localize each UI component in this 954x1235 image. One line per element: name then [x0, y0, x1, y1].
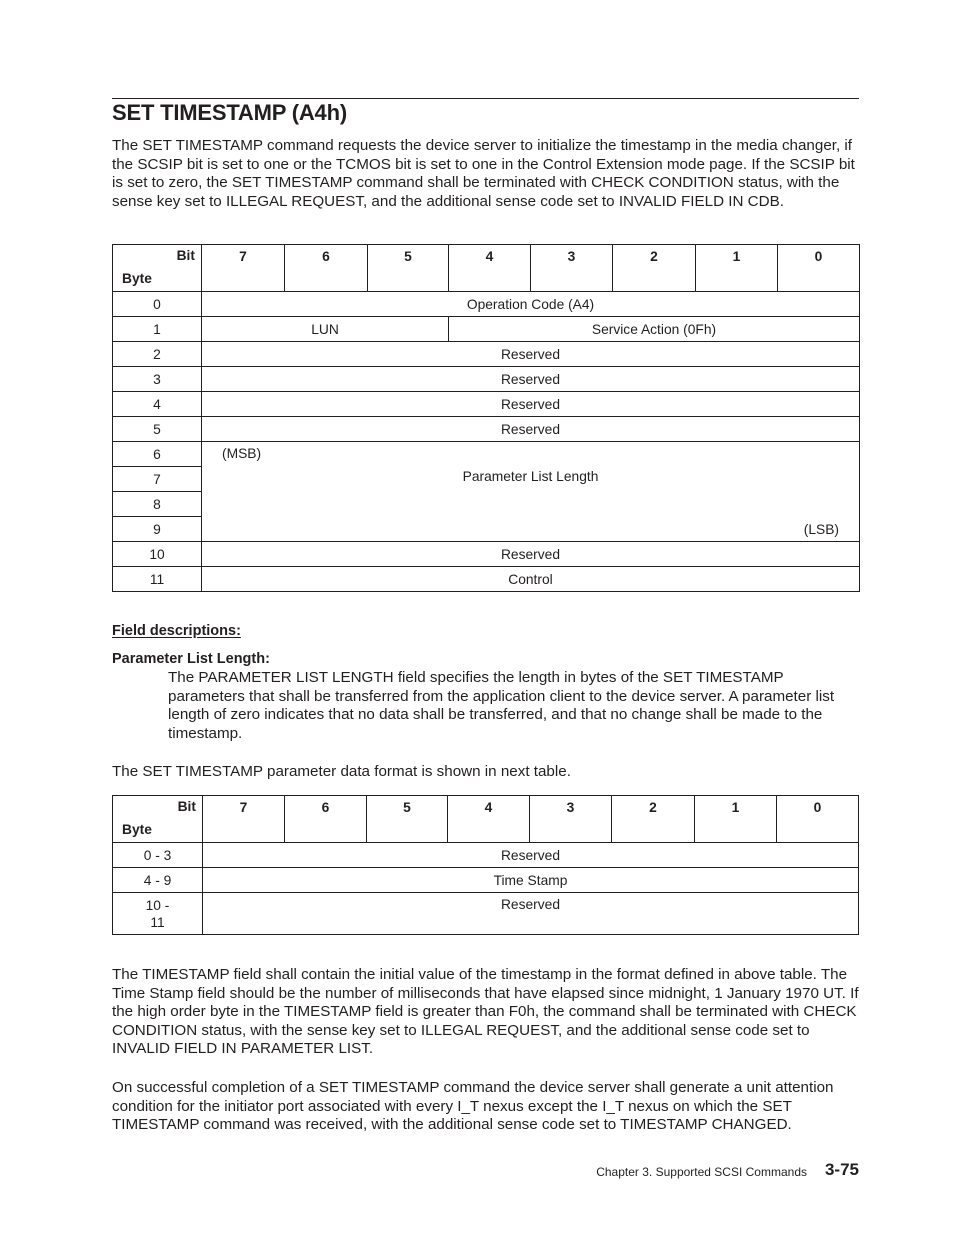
byte-cell: 5 [113, 417, 202, 442]
byte-cell: 3 [113, 367, 202, 392]
byte-cell: 7 [113, 467, 202, 492]
byte-cell: 6 [113, 442, 202, 467]
service-action-cell: Service Action (0Fh) [449, 317, 860, 342]
heading-rule [112, 98, 859, 99]
bit-header: 5 [368, 245, 449, 292]
byte-cell-line: 11 [150, 915, 165, 930]
table-row [113, 317, 860, 342]
table-row [113, 342, 860, 367]
completion-paragraph: On successful completion of a SET TIMESTAMP command the device server shall generate a unit attention condition for the initiator port associated with every I_T nexus except the I_T nexus on which the SET TIMESTAMP command was received, with the additional sense code set to TIMESTAMP CHANGED. [112, 1079, 834, 1134]
bit-header: 4 [449, 245, 531, 292]
byte-cell: 10 [113, 542, 202, 567]
cdb-table [112, 244, 860, 592]
table-row [113, 567, 860, 592]
field-cell: Reserved [203, 843, 859, 868]
bit-byte-header [113, 796, 203, 843]
field-cell: Reserved [202, 342, 860, 367]
bit-header: 3 [530, 796, 612, 843]
footer-chapter: Chapter 3. Supported SCSI Commands [596, 1165, 807, 1179]
byte-cell-line: 10 - [145, 898, 170, 913]
byte-cell: 8 [113, 492, 202, 517]
bit-header: 6 [285, 796, 367, 843]
field-cell: Operation Code (A4) [202, 292, 860, 317]
table-row [113, 392, 860, 417]
byte-cell: 1 [113, 317, 202, 342]
bit-label: Bit [176, 248, 195, 263]
table-row [113, 893, 859, 935]
byte-cell: 11 [113, 567, 202, 592]
bit-header: 4 [448, 796, 530, 843]
bit-header: 0 [778, 245, 860, 292]
table-row [113, 417, 860, 442]
parameter-list-length-heading: Parameter List Length: [112, 651, 270, 667]
byte-cell: 4 - 9 [113, 868, 203, 893]
table-row [113, 292, 860, 317]
bit-header: 6 [285, 245, 368, 292]
field-cell: Reserved [202, 417, 860, 442]
bit-byte-header [113, 245, 202, 292]
lsb-label: (LSB) [803, 522, 839, 537]
bit-label: Bit [177, 799, 196, 814]
field-cell: Control [202, 567, 860, 592]
bit-header: 5 [367, 796, 448, 843]
parameter-list-length-description: The PARAMETER LIST LENGTH field specifies the length in bytes of the SET TIMESTAMP parameters that shall be transferred from the application client to the device server. A parameter list length of zero indicates that no data shall be transferred, and that no change shall be made to the timestamp. [168, 669, 835, 742]
field-descriptions-heading: Field descriptions: [112, 623, 241, 639]
byte-cell: 4 [113, 392, 202, 417]
page-number: 3-75 [824, 1160, 859, 1179]
bit-header: 7 [203, 796, 285, 843]
byte-label: Byte [122, 822, 152, 837]
byte-cell: 9 [113, 517, 202, 542]
bit-header: 2 [612, 796, 695, 843]
table-row [113, 442, 860, 467]
bit-header: 1 [696, 245, 778, 292]
bit-header: 0 [777, 796, 859, 843]
field-cell: Reserved [202, 542, 860, 567]
lun-cell: LUN [202, 317, 449, 342]
msb-label: (MSB) [222, 446, 262, 461]
bit-header: 2 [613, 245, 696, 292]
table-row [113, 868, 859, 893]
parameter-header-row [113, 796, 859, 843]
parameter-list-length-cell [202, 442, 860, 542]
byte-label: Byte [122, 271, 152, 286]
parameter-intro: The SET TIMESTAMP parameter data format is shown in next table. [112, 763, 571, 780]
bit-header: 7 [202, 245, 285, 292]
byte-cell: 2 [113, 342, 202, 367]
field-cell: Reserved [202, 367, 860, 392]
field-cell: Reserved [202, 392, 860, 417]
byte-cell: 0 [113, 292, 202, 317]
timestamp-paragraph: The TIMESTAMP field shall contain the initial value of the timestamp in the format defined in above table. The Time Stamp field should be the number of milliseconds that have elapsed since midnight, 1 January 1970 UT. If the high order byte in the TIMESTAMP field is greater than F0h, the command shall be terminated with CHECK CONDITION status, with the sense key set to ILLEGAL REQUEST, and the additional sense code set to INVALID FIELD IN PARAMETER LIST. [112, 966, 859, 1058]
bit-header: 1 [695, 796, 777, 843]
byte-cell [113, 893, 203, 935]
table-row [113, 542, 860, 567]
table-row [113, 843, 859, 868]
parameter-list-length-label: Parameter List Length [462, 469, 599, 484]
cdb-header-row [113, 245, 860, 292]
field-cell: Reserved [203, 893, 859, 935]
intro-paragraph: The SET TIMESTAMP command requests the device server to initialize the timestamp in the media changer, if the SCSIP bit is set to one or the TCMOS bit is set to one in the Control Extension mode page. If the SCSIP bit is set to zero, the SET TIMESTAMP command shall be terminated with CHECK CONDITION status, with the sense key set to ILLEGAL REQUEST, and the additional sense code set to INVALID FIELD IN CDB. [112, 137, 855, 210]
table-row [113, 367, 860, 392]
page-title: SET TIMESTAMP (A4h) [112, 100, 347, 125]
bit-header: 3 [531, 245, 613, 292]
parameter-table [112, 795, 859, 935]
field-cell: Time Stamp [203, 868, 859, 893]
byte-cell: 0 - 3 [113, 843, 203, 868]
